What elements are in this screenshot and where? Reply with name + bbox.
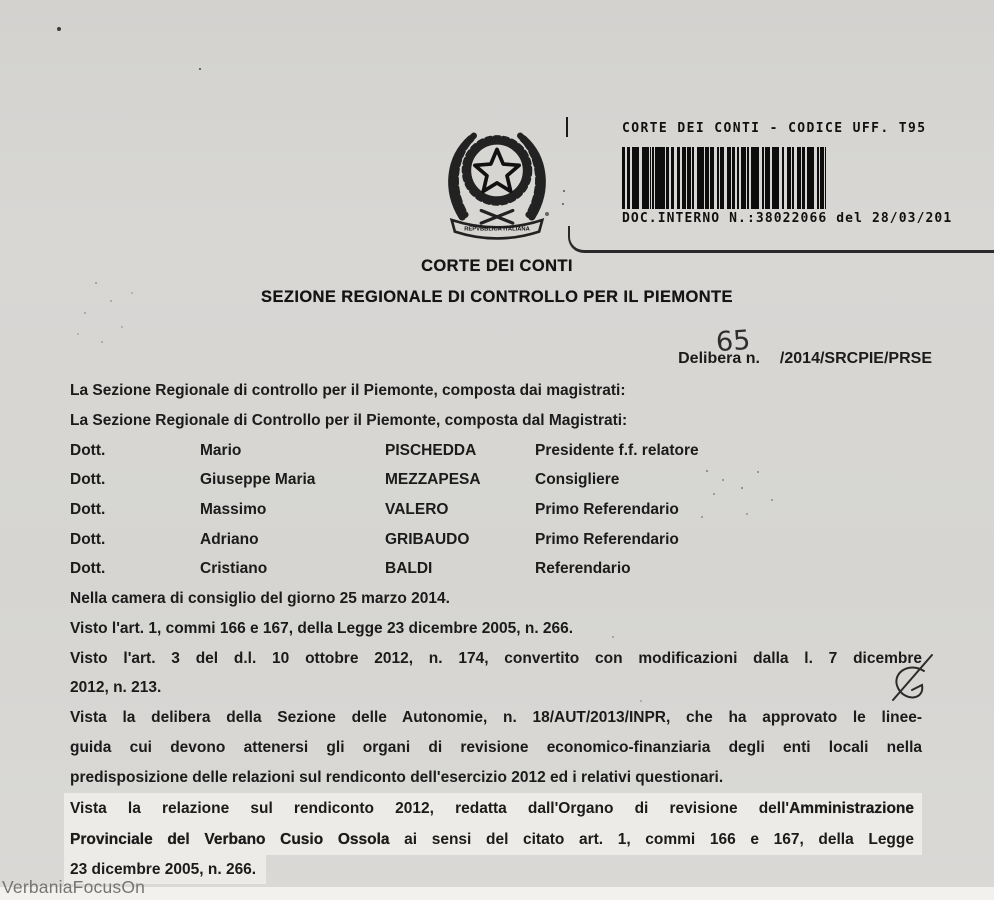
document-title: CORTE DEI CONTI (421, 257, 573, 275)
magistrate-row (70, 495, 922, 525)
magistrate-title: Dott. (70, 560, 106, 578)
vista-relazione-line3 (70, 855, 922, 885)
document-subtitle: SEZIONE REGIONALE DI CONTROLLO PER IL PIEMONTE (261, 288, 733, 306)
vista-delibera-line2: guida cui devono attenersi gli organi di revisione economico-finanziaria degli enti locali nella (70, 739, 922, 757)
magistrate-row (70, 554, 922, 584)
delibera-prefix: Delibera n. (678, 350, 760, 367)
vista-relazione-line1-bold: Amministrazione (789, 799, 914, 817)
magistrate-first-name: Adriano (200, 530, 259, 548)
intro-line: La Sezione Regionale di controllo per il Piemonte, composta dai magistrati: (70, 382, 626, 399)
vista-relazione-line2-bold: Provinciale del Verbano Cusio Ossola (70, 830, 390, 848)
magistrate-role: Referendario (535, 560, 631, 578)
visto-art1-line: Visto l'art. 1, commi 166 e 167, della Legge 23 dicembre 2005, n. 266. (70, 619, 574, 637)
magistrate-last-name: VALERO (385, 500, 449, 518)
visto-art3-line1: Visto l'art. 3 del d.l. 10 ottobre 2012, n. 174, convertito con modificazioni dalla l. 7 dicembre (70, 649, 922, 667)
delibera-suffix: /2014/SRCPIE/PRSE (779, 350, 932, 367)
stamp-box-border (568, 226, 994, 253)
magistrate-role: Presidente f.f. relatore (535, 441, 699, 459)
intro-line: La Sezione Regionale di Controllo per il Piemonte, composta dal Magistrati: (70, 411, 628, 429)
magistrate-title: Dott. (70, 530, 106, 548)
magistrate-first-name: Giuseppe Maria (200, 471, 316, 489)
magistrate-last-name: MEZZAPESA (385, 471, 481, 489)
handwritten-pen-mark (880, 650, 950, 714)
magistrate-title: Dott. (70, 500, 106, 518)
italian-republic-emblem-icon (438, 122, 556, 240)
magistrate-last-name: GRIBAUDO (385, 530, 470, 548)
magistrate-first-name: Massimo (200, 500, 267, 518)
magistrate-title: Dott. (70, 441, 106, 459)
stamp-doc-number: DOC.INTERNO N.:38022066 del 28/03/201 (622, 211, 953, 226)
emblem-banner-text: REPVBBLICA ITALIANA (464, 226, 530, 233)
magistrate-row (70, 525, 922, 555)
stamp-office-code: CORTE DEI CONTI - CODICE UFF. T95 (622, 121, 927, 136)
camera-consiglio-line: Nella camera di consiglio del giorno 25 marzo 2014. (70, 590, 450, 608)
scan-bottom-edge (0, 887, 994, 900)
magistrate-last-name: PISCHEDDA (385, 441, 477, 459)
star-icon (475, 149, 519, 191)
visto-art3-line2: 2012, n. 213. (70, 679, 162, 697)
vista-relazione-line2 (64, 824, 922, 855)
magistrate-title: Dott. (70, 471, 106, 489)
magistrate-first-name: Mario (200, 441, 242, 459)
magistrate-row (70, 465, 922, 495)
vista-relazione-line2-text: ai sensi del citato art. 1, commi 166 e 167, della Legge (389, 830, 914, 848)
magistrates-table (70, 436, 922, 584)
vista-delibera-line1: Vista la delibera della Sezione delle Autonomie, n. 18/AUT/2013/INPR, che ha approvato le linee- (70, 709, 922, 727)
magistrate-row (70, 436, 922, 466)
document-body (70, 376, 922, 884)
magistrate-role: Primo Referendario (535, 530, 679, 548)
scan-ink-specks (0, 0, 2, 2)
magistrate-last-name: BALDI (385, 560, 433, 578)
stamp-tick-mark (566, 117, 568, 137)
vista-relazione-line1 (64, 793, 922, 824)
watermark-text: VerbaniaFocusOn (2, 877, 146, 897)
vista-relazione-line1-text: Vista la relazione sul rendiconto 2012, redatta dall'Organo di revisione dell' (70, 799, 790, 817)
magistrate-role: Primo Referendario (535, 500, 679, 518)
handwritten-delibera-number: 65 (714, 324, 752, 359)
vista-relazione-line3-text: 23 dicembre 2005, n. 266. (64, 855, 266, 885)
magistrate-role: Consigliere (535, 471, 620, 489)
magistrate-first-name: Cristiano (200, 560, 268, 578)
barcode (622, 147, 827, 209)
vista-delibera-line3: predisposizione delle relazioni sul rendiconto dell'esercizio 2012 ed i relativi questionari. (70, 768, 724, 786)
